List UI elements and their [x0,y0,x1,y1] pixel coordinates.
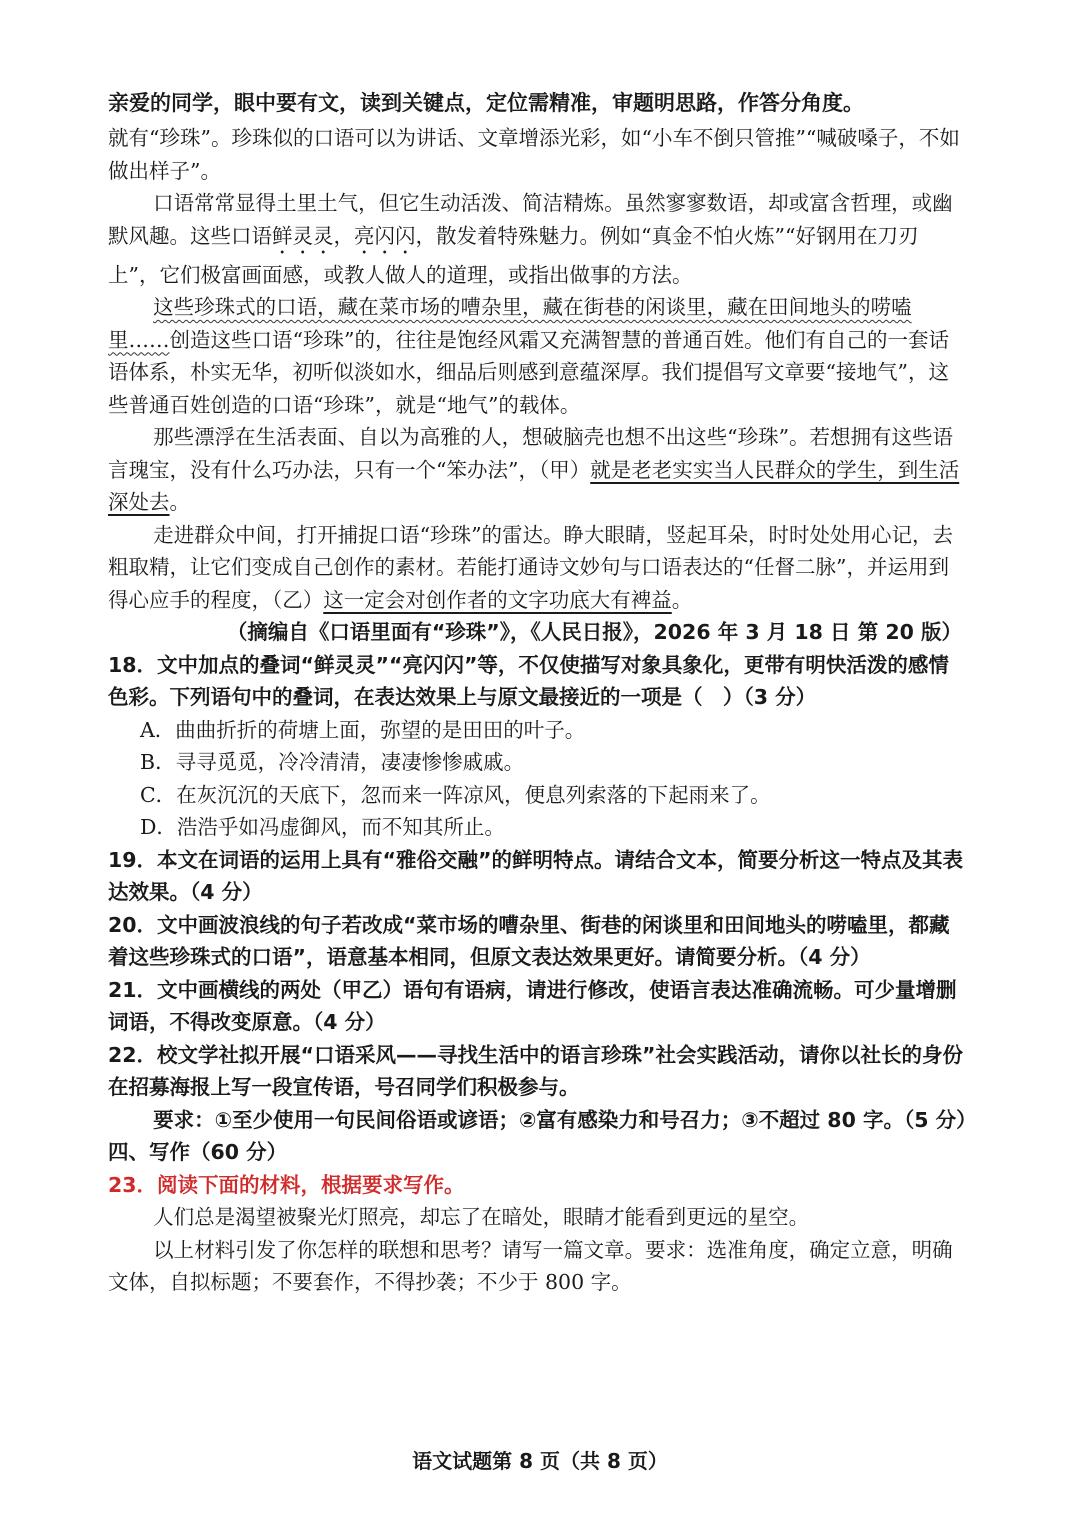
question-18-option-a: A．曲曲折折的荷塘上面，弥望的是田田的叶子。 [140,717,586,742]
question-21: 21．文中画横线的两处（甲乙）语句有语病，请进行修改，使语言表达准确流畅。可少量增删词语，不得改变原意。（4 分） [108,977,957,1034]
writing-section-title: 四、写作（60 分） [108,1140,288,1164]
p2-text-rest: 创造这些口语“珍珠”的，往往是饱经风霜又充满智慧的普通百姓。他们有自己的一套话语体系，朴实无华，初听似淡如水，细品后则感到意蕴深厚。我们提倡写文章要“接地气”，这些普通百姓创造的口语“珍珠”，就是“地气”的载体。 [108,327,949,417]
question-18-stem: 18．文中加点的叠词“鲜灵灵”“亮闪闪”等，不仅使描写对象具象化，更带有明快活泼的感情色彩。下列语句中的叠词，在表达效果上与原文最接近的一项是（ ）（3 分） [108,652,949,709]
underlined-sentence-yi: 这一定会对创作者的文字功底大有裨益 [323,587,672,612]
writing-material: 人们总是渴望被聚光灯照亮，却忘了在暗处，眼睛才能看到更远的星空。 [153,1205,810,1229]
wavy-underlined-sentence: 这些珍珠式的口语，藏在菜市场的嘈杂里，藏在街巷的闲谈里，藏在田间地头的唠嗑里…… [108,295,912,352]
emphasized-word-liangshanshan: 亮闪闪 [354,223,416,248]
passage-paragraph-1 [108,187,968,291]
passage-paragraph-2 [108,291,968,421]
p3-end: 。 [169,490,190,514]
header-motto: 亲爱的同学，眼中要有文，读到关键点，定位需精准，审题明思路，作答分角度。 [108,91,864,115]
exam-page [108,86,977,1299]
page-footer: 语文试题第 8 页（共 8 页） [412,1449,668,1473]
question-19: 19．本文在词语的运用上具有“雅俗交融”的鲜明特点。请结合文本，简要分析这一特点及其表达效果。（4 分） [108,847,963,904]
p1-sep: ， [333,223,354,248]
question-18-option-b: B．寻寻觅觅，冷冷清清，凄凄惨惨戚戚。 [140,750,525,774]
writing-task: 以上材料引发了你怎样的联想和思考？请写一篇文章。要求：选准角度，确定立意，明确文体，自拟标题；不要套作，不得抄袭；不少于 800 字。 [108,1237,953,1294]
passage-source: （摘编自《口语里面有“珍珠”》，《人民日报》，2026 年 3 月 18 日 第 20 版） [226,620,962,644]
question-20: 20．文中画波浪线的句子若改成“菜市场的嘈杂里、街巷的闲谈里和田间地头的唠嗑里，都藏着这些珍珠式的口语”，语意基本相同，但原文表达效果更好。请简要分析。（4 分） [108,912,950,969]
question-23-title: 23．阅读下面的材料，根据要求写作。 [108,1172,465,1197]
underlined-sentence-jia: 就是老老实实当人民群众的学生，到生活深处去 [108,457,960,514]
p1-text-a: 口语常常显得土里土气，但它生动活泼、简洁精炼。虽然寥寥数语，却或富含哲理，或幽默风趣。这些口语 [108,191,953,248]
p1-text-b: ，散发着特殊魅力。例如“真金不怕火炼”“好钢用在刀刃上”，它们极富画面感，或教人做人的道理，或指出做事的方法。 [108,223,919,287]
emphasized-word-xianlingling: 鲜灵灵 [272,223,334,248]
passage-paragraph-0: 就有“珍珠”。珍珠似的口语可以为讲话、文章增添光彩，如“小车不倒只管推”“喊破嗓子，不如做出样子”。 [108,126,960,183]
passage-paragraph-4 [108,519,968,617]
question-18-option-d: D．浩浩乎如冯虚御风，而不知其所止。 [140,815,505,839]
question-18-option-c: C．在灰沉沉的天底下，忽而来一阵凉风，便息列索落的下起雨来了。 [140,782,771,807]
question-22-requirements: 要求：①至少使用一句民间俗语或谚语；②富有感染力和号召力；③不超过 80 字。（5 分） [153,1107,977,1132]
p3-text-a: 那些漂浮在生活表面、自以为高雅的人，想破脑壳也想不出这些“珍珠”。若想拥有这些语言瑰宝，没有什么巧办法，只有一个“笨办法”，（甲） [108,425,954,482]
passage-paragraph-3 [108,421,968,519]
p4-end: 。 [671,587,693,612]
question-22: 22．校文学社拟开展“口语采风——寻找生活中的语言珍珠”社会实践活动，请你以社长的身份在招募海报上写一段宣传语，号召同学们积极参与。 [108,1042,963,1099]
p4-text-a: 走进群众中间，打开捕捉口语“珍珠”的雷达。睁大眼睛，竖起耳朵，时时处处用心记，去粗取精，让它们变成自己创作的素材。若能打通诗文妙句与口语表达的“任督二脉”，并运用到得心应手的程度，（乙） [108,522,954,612]
